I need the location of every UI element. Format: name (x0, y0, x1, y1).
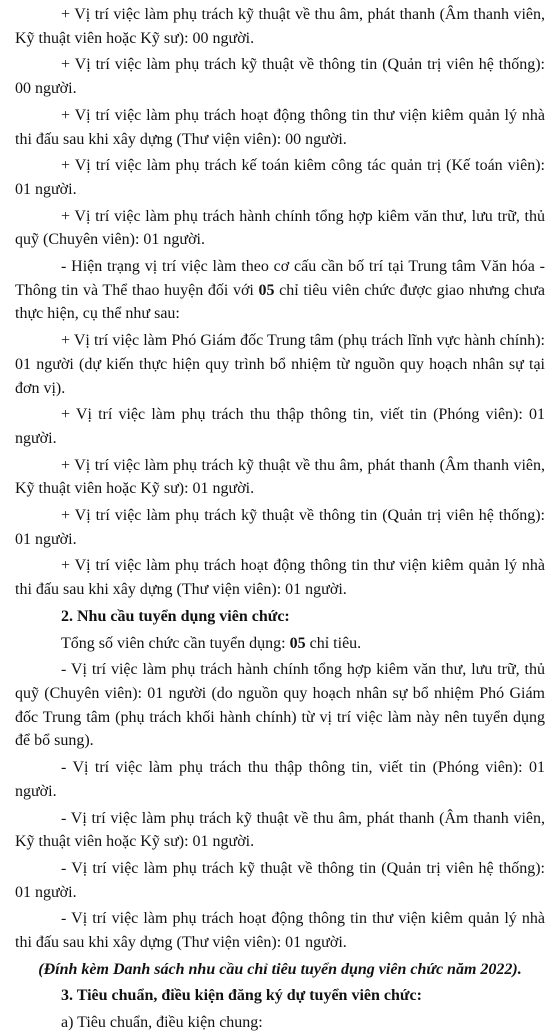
paragraph: + Vị trí việc làm phụ trách kỹ thuật về thu âm, phát thanh (Âm thanh viên, Kỹ thuật viên hoặc Kỹ sư): 00 người. (15, 6, 545, 47)
paragraph: + Vị trí việc làm phụ trách thu thập thông tin, viết tin (Phóng viên): 01 người. (15, 406, 545, 447)
need-item: - Vị trí việc làm phụ trách hoạt động thông tin thư viện kiêm quản lý nhà thi đấu sau khi xây dựng (Thư viện viên): 01 người. (15, 910, 545, 952)
count: 05 (289, 634, 306, 652)
text: chỉ tiêu. (305, 634, 362, 652)
total-line (15, 632, 545, 656)
paragraph: + Vị trí việc làm phụ trách kỹ thuật về thông tin (Quản trị viên hệ thống): 00 người. (15, 56, 545, 98)
subsection-a: a) Tiêu chuẩn, điều kiện chung: (61, 1014, 263, 1032)
need-item: - Vị trí việc làm phụ trách thu thập thông tin, viết tin (Phóng viên): 01 người. (15, 759, 545, 800)
need-item: - Vị trí việc làm phụ trách hành chính tổng hợp kiêm văn thư, lưu trữ, thủ quỹ (Chuyên viên): 01 người (do nguồn quy hoạch nhân sự bổ nhiệm Phó Giám đốc Trung tâm (phụ trách khối hành chính) từ vị trí việc làm này nên tuyển dụng để bổ sung). (15, 661, 545, 750)
text: Tổng số viên chức cần tuyển dụng: (61, 634, 290, 652)
paragraph: + Vị trí việc làm phụ trách hoạt động thông tin thư viện kiêm quản lý nhà thi đấu sau khi xây dựng (Thư viện viên): 01 người. (15, 557, 545, 599)
section-heading-3: 3. Tiêu chuẩn, điều kiện đăng ký dự tuyển viên chức: (61, 987, 422, 1005)
paragraph: + Vị trí việc làm phụ trách kỹ thuật về thông tin (Quản trị viên hệ thống): 01 người. (15, 507, 545, 548)
text: - Hiện trạng vị trí việc làm theo cơ cấu cần bố trí tại Trung tâm Văn hóa - Thông tin và Thể thao huyện đối với (15, 258, 545, 299)
paragraph: + Vị trí việc làm phụ trách kỹ thuật về thu âm, phát thanh (Âm thanh viên, Kỹ thuật viên hoặc Kỹ sư): 01 người. (15, 456, 545, 498)
paragraph: + Vị trí việc làm phụ trách hành chính tổng hợp kiêm văn thư, lưu trữ, thủ quỹ (Chuyên viên): 01 người. (15, 207, 545, 249)
paragraph-status (15, 255, 545, 326)
attachment-note: (Đính kèm Danh sách nhu cầu chỉ tiêu tuyển dụng viên chức năm 2022). (38, 960, 522, 978)
paragraph: + Vị trí việc làm Phó Giám đốc Trung tâm (phụ trách lĩnh vực hành chính): 01 người (dự kiến thực hiện quy trình bổ nhiệm từ nguồn quy hoạch nhân sự tại đơn vị). (15, 332, 545, 397)
text: chỉ tiêu viên chức được giao nhưng chưa thực hiện, cụ thể như sau: (15, 281, 545, 323)
section-heading-2: 2. Nhu cầu tuyển dụng viên chức: (61, 607, 290, 625)
need-item: - Vị trí việc làm phụ trách kỹ thuật về thu âm, phát thanh (Âm thanh viên, Kỹ thuật viên hoặc Kỹ sư): 01 người. (15, 809, 545, 851)
need-item: - Vị trí việc làm phụ trách kỹ thuật về thông tin (Quản trị viên hệ thống): 01 người. (15, 859, 545, 901)
count: 05 (258, 281, 275, 299)
paragraph: + Vị trí việc làm phụ trách kế toán kiêm công tác quản trị (Kế toán viên): 01 người. (15, 157, 545, 198)
paragraph: + Vị trí việc làm phụ trách hoạt động thông tin thư viện kiêm quản lý nhà thi đấu sau khi xây dựng (Thư viện viên): 00 người. (15, 106, 545, 148)
